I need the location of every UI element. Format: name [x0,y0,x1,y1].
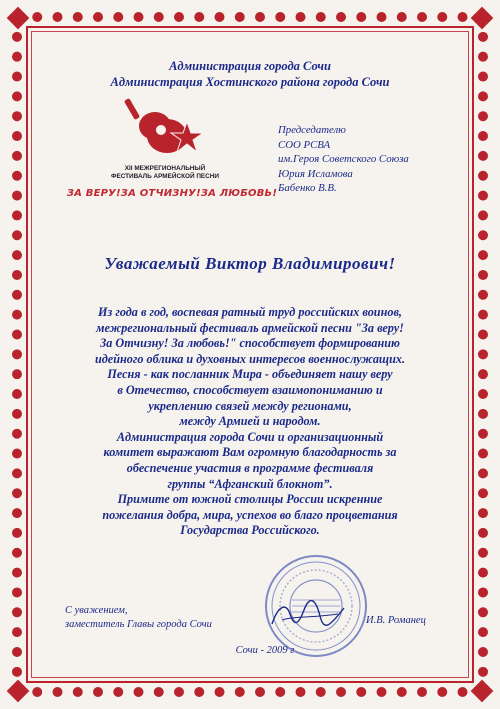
addressee-line: Председателю [278,124,346,136]
addressee-line: им.Героя Советского Союза [278,153,409,166]
issuer-line-1: Администрация города Сочи [169,59,331,73]
addressee-line: СОО РСВА [278,138,331,151]
festival-slogan: ЗА ВЕРУ!ЗА ОТЧИЗНУ!ЗА ЛЮБОВЬ! [66,188,278,199]
body-line: между Армией и народом. [179,414,321,429]
body-line: Из года в год, воспевая ратный труд российских воинов, [98,305,402,319]
body-line: За Отчизну! За любовь!" способствует формированию [100,336,400,351]
guitar-star-emblem-icon [115,96,225,158]
signer-name: И.В. Романец [366,615,426,626]
body-line: межрегиональный фестиваль армейской песни "За веру! [96,320,404,335]
body-line: укреплению связей между регионами, [148,398,352,413]
body-line: Примите от южной столицы России искренние [117,492,383,507]
body-line: Администрация города Сочи и организационный [116,429,384,444]
closing-block [65,604,245,631]
festival-title [70,165,260,181]
closing-line-1: С уважением, [65,605,128,616]
body-line: пожелания добра, мира, успехов во благо процветания [102,507,398,522]
body-line: в Отечество, способствует взаимопониманию и [117,382,383,397]
body-line: идейного облика и духовных интересов военнослужащих. [94,351,406,366]
addressee-line: Бабенко В.В. [278,182,337,195]
body-line: обеспечение участия в программе фестиваля [126,460,374,475]
closing-line-2: заместитель Главы города Сочи [65,618,212,630]
issuer-header [0,58,500,90]
issuer-line-2: Администрация Хостинского района города Сочи [110,75,390,89]
body-line: комитет выражают Вам огромную благодарность за [103,445,397,460]
festival-title-line-1: XII МЕЖРЕГИОНАЛЬНЫЙ [124,165,206,172]
signature-icon [268,596,348,632]
addressee-block [278,123,458,196]
body-line: Государства Российского. [180,523,320,538]
body-line: Песня - как посланник Мира - объединяет нашу веру [107,367,393,382]
addressee-line: Юрия Исламова [278,167,353,180]
place-date: Сочи - 2009 г [235,645,295,656]
salutation: Уважаемый Виктор Владимирович! [104,254,396,273]
body-line: группы “Афганский блокнот”. [167,476,333,491]
letter-body [55,305,445,539]
festival-title-line-2: ФЕСТИВАЛЬ АРМЕЙСКОЙ ПЕСНИ [110,173,220,180]
